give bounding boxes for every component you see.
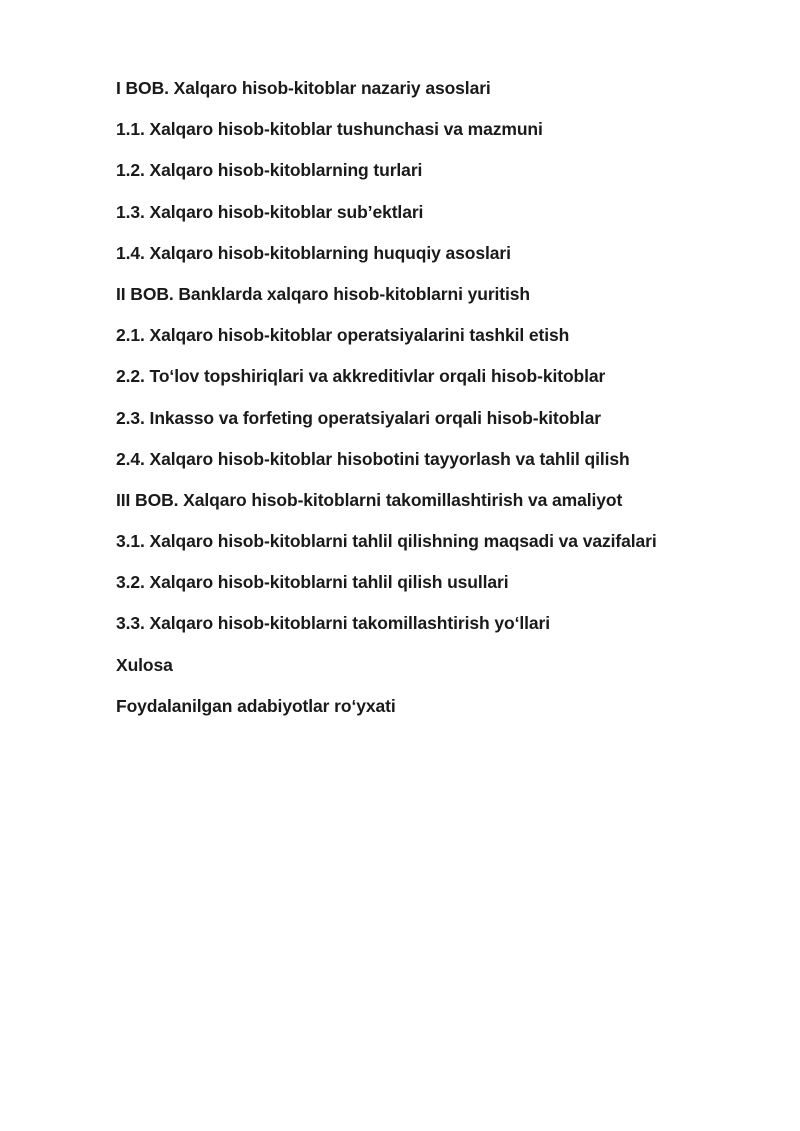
section-2-3: 2.3. Inkasso va forfeting operatsiyalari orqali hisob-kitoblar (116, 407, 601, 428)
section-1-1: 1.1. Xalqaro hisob-kitoblar tushunchasi va mazmuni (116, 119, 543, 140)
section-3-1: 3.1. Xalqaro hisob-kitoblarni tahlil qilishning maqsadi va vazifalari (116, 531, 657, 552)
section-3-2: 3.2. Xalqaro hisob-kitoblarni tahlil qilish usullari (116, 572, 509, 593)
section-3-3: 3.3. Xalqaro hisob-kitoblarni takomillashtirish yo‘llari (116, 613, 550, 634)
table-of-contents (116, 78, 786, 737)
section-2-2: 2.2. To‘lov topshiriqlari va akkreditivlar orqali hisob-kitoblar (116, 366, 606, 387)
chapter-1-heading: I BOB. Xalqaro hisob-kitoblar nazariy asoslari (116, 78, 491, 98)
conclusion-heading: Xulosa (116, 654, 173, 675)
section-2-4: 2.4. Xalqaro hisob-kitoblar hisobotini tayyorlash va tahlil qilish (116, 448, 630, 469)
chapter-3-heading: III BOB. Xalqaro hisob-kitoblarni takomillashtirish va amaliyot (116, 489, 623, 510)
section-2-1: 2.1. Xalqaro hisob-kitoblar operatsiyalarini tashkil etish (116, 325, 570, 346)
section-1-4: 1.4. Xalqaro hisob-kitoblarning huquqiy asoslari (116, 242, 511, 263)
section-1-2: 1.2. Xalqaro hisob-kitoblarning turlari (116, 160, 423, 181)
section-1-3: 1.3. Xalqaro hisob-kitoblar sub’ektlari (116, 201, 424, 222)
chapter-2-heading: II BOB. Banklarda xalqaro hisob-kitoblarni yuritish (116, 283, 531, 304)
bibliography-heading: Foydalanilgan adabiyotlar ro‘yxati (116, 695, 396, 716)
